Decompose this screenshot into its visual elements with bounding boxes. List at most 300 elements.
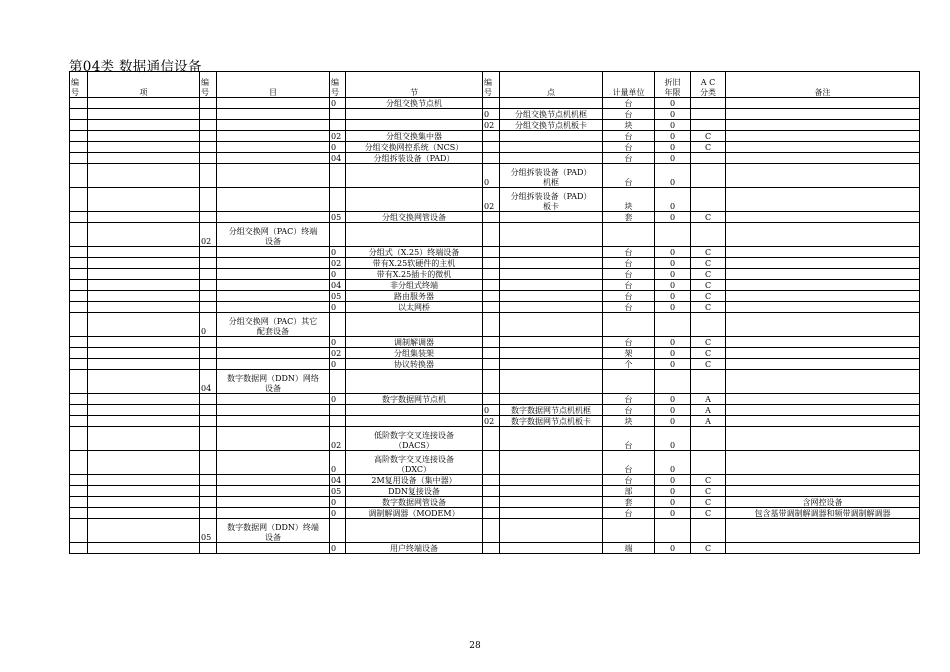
- cell-ac-class: C: [691, 131, 726, 142]
- cell-ac-class: C: [691, 497, 726, 508]
- cell-depreciation-years: 0: [655, 405, 691, 416]
- cell-category: [217, 291, 330, 302]
- cell-section-code: [330, 313, 346, 337]
- cell-section-code: 05: [330, 291, 346, 302]
- cell-depreciation-years: 0: [655, 475, 691, 486]
- cell-category: [217, 280, 330, 291]
- cell-ac-class: C: [691, 475, 726, 486]
- cell-category-code: [200, 109, 217, 120]
- cell-point: [500, 451, 603, 475]
- cell-remark: [726, 427, 920, 451]
- cell-section: 用户终端设备: [346, 543, 483, 554]
- cell-item-code: [70, 370, 88, 394]
- cell-depreciation-years: 0: [655, 508, 691, 519]
- cell-category: [217, 348, 330, 359]
- cell-section-code: 0: [330, 142, 346, 153]
- cell-depreciation-years: 0: [655, 109, 691, 120]
- cell-unit: 台: [603, 427, 655, 451]
- cell-category-code: [200, 405, 217, 416]
- cell-remark: [726, 313, 920, 337]
- cell-item-code: [70, 497, 88, 508]
- cell-item-code: [70, 416, 88, 427]
- table-row: [70, 313, 920, 337]
- cell-category: [217, 405, 330, 416]
- cell-ac-class: C: [691, 543, 726, 554]
- cell-point-code: [483, 451, 500, 475]
- cell-section: 分组式（X.25）终端设备: [346, 247, 483, 258]
- cell-unit: [603, 370, 655, 394]
- cell-ac-class: [691, 519, 726, 543]
- table-row: [70, 359, 920, 370]
- cell-category: [217, 427, 330, 451]
- cell-remark: [726, 188, 920, 212]
- cell-section-code: 0: [330, 337, 346, 348]
- table-row: [70, 269, 920, 280]
- cell-category-code: [200, 508, 217, 519]
- cell-point: [500, 313, 603, 337]
- cell-point: [500, 269, 603, 280]
- cell-remark: [726, 131, 920, 142]
- table-row: [70, 405, 920, 416]
- cell-category-code: [200, 451, 217, 475]
- cell-ac-class: C: [691, 212, 726, 223]
- cell-item: [88, 247, 200, 258]
- cell-depreciation-years: 0: [655, 164, 691, 188]
- cell-category: [217, 269, 330, 280]
- cell-item: [88, 269, 200, 280]
- cell-item: [88, 427, 200, 451]
- cell-item-code: [70, 153, 88, 164]
- cell-point: [500, 359, 603, 370]
- table-row: [70, 486, 920, 497]
- cell-point-code: [483, 153, 500, 164]
- cell-remark: [726, 359, 920, 370]
- cell-item: [88, 109, 200, 120]
- cell-category: 分组交换网（PAC）终端 设备: [217, 223, 330, 247]
- cell-section: 分组交换网管设备: [346, 212, 483, 223]
- cell-section-code: [330, 370, 346, 394]
- cell-ac-class: C: [691, 291, 726, 302]
- cell-remark: [726, 291, 920, 302]
- cell-ac-class: C: [691, 337, 726, 348]
- cell-point-code: [483, 280, 500, 291]
- cell-category-code: [200, 302, 217, 313]
- cell-section-code: [330, 164, 346, 188]
- cell-item: [88, 223, 200, 247]
- cell-point-code: [483, 543, 500, 554]
- cell-category: [217, 497, 330, 508]
- header-section-code: 编 号: [330, 72, 346, 98]
- cell-category: [217, 416, 330, 427]
- cell-section-code: 04: [330, 475, 346, 486]
- cell-section: 分组交换网控系统（NCS）: [346, 142, 483, 153]
- cell-depreciation-years: 0: [655, 348, 691, 359]
- header-unit: 计量单位: [603, 72, 655, 98]
- cell-category: [217, 543, 330, 554]
- cell-point: 分组交换节点机板卡: [500, 120, 603, 131]
- cell-depreciation-years: 0: [655, 131, 691, 142]
- cell-remark: [726, 543, 920, 554]
- cell-item: [88, 519, 200, 543]
- cell-point-code: [483, 291, 500, 302]
- cell-section: 高阶数字交叉连接设备 （DXC）: [346, 451, 483, 475]
- cell-item-code: [70, 394, 88, 405]
- cell-point: [500, 131, 603, 142]
- cell-item: [88, 497, 200, 508]
- cell-unit: 块: [603, 120, 655, 131]
- cell-item: [88, 188, 200, 212]
- cell-point-code: 02: [483, 416, 500, 427]
- cell-item-code: [70, 291, 88, 302]
- cell-unit: 块: [603, 188, 655, 212]
- cell-item-code: [70, 280, 88, 291]
- cell-ac-class: C: [691, 280, 726, 291]
- cell-category-code: [200, 359, 217, 370]
- header-depreciation-years: 折旧 年限: [655, 72, 691, 98]
- cell-point: [500, 153, 603, 164]
- cell-section: 调制解调器（MODEM）: [346, 508, 483, 519]
- cell-item: [88, 405, 200, 416]
- cell-point: [500, 337, 603, 348]
- cell-remark: [726, 519, 920, 543]
- cell-point-code: [483, 370, 500, 394]
- cell-section: [346, 109, 483, 120]
- cell-item: [88, 370, 200, 394]
- page-title: 第04类 数据通信设备: [69, 59, 202, 75]
- cell-category: [217, 394, 330, 405]
- table-row: [70, 451, 920, 475]
- cell-item: [88, 291, 200, 302]
- cell-section: 低阶数字交叉连接设备 （DACS）: [346, 427, 483, 451]
- cell-point: [500, 291, 603, 302]
- cell-depreciation-years: 0: [655, 486, 691, 497]
- cell-remark: [726, 348, 920, 359]
- cell-category: 分组交换网（PAC）其它 配套设备: [217, 313, 330, 337]
- cell-point: [500, 258, 603, 269]
- cell-category-code: [200, 291, 217, 302]
- cell-item-code: [70, 486, 88, 497]
- cell-category: [217, 98, 330, 109]
- cell-point-code: [483, 497, 500, 508]
- table-row: [70, 302, 920, 313]
- cell-depreciation-years: 0: [655, 269, 691, 280]
- cell-depreciation-years: 0: [655, 247, 691, 258]
- cell-point: [500, 497, 603, 508]
- cell-point-code: [483, 427, 500, 451]
- cell-remark: [726, 337, 920, 348]
- cell-section-code: 0: [330, 269, 346, 280]
- table-row: [70, 98, 920, 109]
- cell-ac-class: A: [691, 405, 726, 416]
- cell-item: [88, 302, 200, 313]
- cell-unit: 台: [603, 131, 655, 142]
- cell-section-code: 02: [330, 258, 346, 269]
- cell-point-code: [483, 258, 500, 269]
- header-point: 点: [500, 72, 603, 98]
- cell-item: [88, 486, 200, 497]
- cell-ac-class: [691, 98, 726, 109]
- cell-section-code: [330, 519, 346, 543]
- cell-item-code: [70, 131, 88, 142]
- cell-item: [88, 131, 200, 142]
- cell-point-code: [483, 508, 500, 519]
- cell-ac-class: C: [691, 359, 726, 370]
- cell-category-code: [200, 212, 217, 223]
- cell-section-code: [330, 120, 346, 131]
- cell-point-code: [483, 212, 500, 223]
- cell-item: [88, 394, 200, 405]
- cell-unit: 台: [603, 337, 655, 348]
- cell-point-code: 0: [483, 405, 500, 416]
- cell-section-code: 04: [330, 153, 346, 164]
- cell-item-code: [70, 302, 88, 313]
- cell-category: 数字数据网（DDN）网络 设备: [217, 370, 330, 394]
- cell-category-code: [200, 142, 217, 153]
- cell-section-code: [330, 188, 346, 212]
- cell-item-code: [70, 120, 88, 131]
- cell-ac-class: [691, 313, 726, 337]
- cell-ac-class: [691, 427, 726, 451]
- header-item: 项: [88, 72, 200, 98]
- cell-unit: 台: [603, 451, 655, 475]
- cell-section-code: [330, 416, 346, 427]
- header-category-code: 编 号: [200, 72, 217, 98]
- cell-point-code: [483, 313, 500, 337]
- cell-remark: [726, 405, 920, 416]
- cell-depreciation-years: 0: [655, 337, 691, 348]
- table-row: [70, 109, 920, 120]
- cell-depreciation-years: [655, 313, 691, 337]
- cell-point-code: 0: [483, 109, 500, 120]
- cell-remark: [726, 394, 920, 405]
- cell-section-code: 02: [330, 427, 346, 451]
- cell-point-code: [483, 269, 500, 280]
- table-row: [70, 508, 920, 519]
- cell-category-code: [200, 98, 217, 109]
- cell-category-code: [200, 280, 217, 291]
- cell-point-code: [483, 337, 500, 348]
- cell-section-code: 0: [330, 359, 346, 370]
- cell-unit: 台: [603, 269, 655, 280]
- header-remark: 备注: [726, 72, 920, 98]
- cell-category-code: 02: [200, 223, 217, 247]
- cell-ac-class: [691, 164, 726, 188]
- cell-ac-class: [691, 120, 726, 131]
- table-row: [70, 348, 920, 359]
- cell-unit: 台: [603, 475, 655, 486]
- cell-remark: [726, 451, 920, 475]
- cell-section: 带有X.25软硬件的主机: [346, 258, 483, 269]
- page-number: 28: [469, 641, 481, 651]
- cell-ac-class: C: [691, 486, 726, 497]
- cell-unit: 台: [603, 142, 655, 153]
- cell-item-code: [70, 508, 88, 519]
- cell-item-code: [70, 258, 88, 269]
- cell-category-code: [200, 486, 217, 497]
- cell-section-code: 0: [330, 394, 346, 405]
- cell-item: [88, 337, 200, 348]
- cell-section: [346, 223, 483, 247]
- cell-unit: [603, 313, 655, 337]
- cell-item-code: [70, 313, 88, 337]
- cell-depreciation-years: 0: [655, 416, 691, 427]
- cell-section-code: [330, 109, 346, 120]
- cell-category-code: [200, 269, 217, 280]
- cell-unit: 台: [603, 302, 655, 313]
- cell-category-code: [200, 394, 217, 405]
- cell-unit: 台: [603, 247, 655, 258]
- cell-item-code: [70, 337, 88, 348]
- cell-item-code: [70, 451, 88, 475]
- cell-item: [88, 120, 200, 131]
- cell-depreciation-years: 0: [655, 258, 691, 269]
- cell-point-code: [483, 486, 500, 497]
- cell-item-code: [70, 348, 88, 359]
- cell-section: [346, 370, 483, 394]
- cell-section: 2M复用设备（集中器）: [346, 475, 483, 486]
- cell-remark: 含网控设备: [726, 497, 920, 508]
- cell-depreciation-years: [655, 223, 691, 247]
- cell-section: [346, 405, 483, 416]
- cell-depreciation-years: 0: [655, 394, 691, 405]
- cell-item: [88, 258, 200, 269]
- cell-item-code: [70, 164, 88, 188]
- cell-category: [217, 142, 330, 153]
- cell-unit: 台: [603, 405, 655, 416]
- cell-unit: [603, 223, 655, 247]
- cell-section-code: 0: [330, 98, 346, 109]
- table-row: [70, 164, 920, 188]
- cell-section-code: 0: [330, 543, 346, 554]
- cell-point: 分组交换节点机机框: [500, 109, 603, 120]
- cell-item-code: [70, 543, 88, 554]
- cell-section: 分组拆装设备（PAD）: [346, 153, 483, 164]
- cell-item: [88, 475, 200, 486]
- cell-category: [217, 120, 330, 131]
- cell-point-code: [483, 131, 500, 142]
- cell-section-code: 05: [330, 212, 346, 223]
- cell-category-code: [200, 427, 217, 451]
- cell-depreciation-years: [655, 370, 691, 394]
- cell-ac-class: [691, 370, 726, 394]
- cell-point: [500, 370, 603, 394]
- cell-point: 数字数据网节点机机框: [500, 405, 603, 416]
- cell-item: [88, 451, 200, 475]
- cell-section: [346, 313, 483, 337]
- table-row: [70, 247, 920, 258]
- cell-depreciation-years: 0: [655, 359, 691, 370]
- cell-section: 调制解调器: [346, 337, 483, 348]
- cell-section: 路由服务器: [346, 291, 483, 302]
- cell-unit: 套: [603, 212, 655, 223]
- cell-point: [500, 280, 603, 291]
- cell-category: [217, 508, 330, 519]
- cell-item-code: [70, 427, 88, 451]
- cell-ac-class: C: [691, 142, 726, 153]
- cell-item: [88, 348, 200, 359]
- cell-depreciation-years: 0: [655, 212, 691, 223]
- cell-unit: 台: [603, 153, 655, 164]
- cell-category-code: [200, 153, 217, 164]
- cell-category: [217, 302, 330, 313]
- cell-depreciation-years: 0: [655, 188, 691, 212]
- cell-item: [88, 153, 200, 164]
- cell-ac-class: C: [691, 269, 726, 280]
- cell-remark: [726, 153, 920, 164]
- cell-remark: [726, 164, 920, 188]
- cell-category: 数字数据网（DDN）终端 设备: [217, 519, 330, 543]
- cell-ac-class: C: [691, 302, 726, 313]
- cell-point-code: [483, 519, 500, 543]
- cell-depreciation-years: 0: [655, 280, 691, 291]
- cell-section: 数字数据网管设备: [346, 497, 483, 508]
- cell-depreciation-years: 0: [655, 497, 691, 508]
- cell-item-code: [70, 247, 88, 258]
- cell-point: [500, 543, 603, 554]
- cell-point-code: [483, 348, 500, 359]
- table-row: [70, 543, 920, 554]
- cell-remark: [726, 302, 920, 313]
- cell-remark: [726, 142, 920, 153]
- cell-section: 分组交换节点机: [346, 98, 483, 109]
- cell-remark: [726, 223, 920, 247]
- cell-remark: [726, 269, 920, 280]
- cell-section: [346, 120, 483, 131]
- cell-point: [500, 486, 603, 497]
- cell-remark: [726, 258, 920, 269]
- cell-category-code: 04: [200, 370, 217, 394]
- cell-category-code: [200, 258, 217, 269]
- cell-depreciation-years: 0: [655, 153, 691, 164]
- table-row: [70, 427, 920, 451]
- cell-category-code: [200, 131, 217, 142]
- cell-section-code: [330, 405, 346, 416]
- table-row: [70, 416, 920, 427]
- cell-item-code: [70, 359, 88, 370]
- cell-point: [500, 508, 603, 519]
- header-point-code: 编 号: [483, 72, 500, 98]
- cell-section: 分组集装架: [346, 348, 483, 359]
- cell-point-code: [483, 302, 500, 313]
- cell-ac-class: [691, 223, 726, 247]
- cell-section: DDN复接设备: [346, 486, 483, 497]
- table-row: [70, 370, 920, 394]
- cell-category-code: [200, 348, 217, 359]
- cell-item: [88, 416, 200, 427]
- cell-point: [500, 223, 603, 247]
- cell-ac-class: [691, 451, 726, 475]
- cell-ac-class: [691, 188, 726, 212]
- cell-unit: 台: [603, 109, 655, 120]
- cell-unit: 台: [603, 98, 655, 109]
- table-header-row: [70, 72, 920, 98]
- cell-category-code: 0: [200, 313, 217, 337]
- cell-category-code: [200, 120, 217, 131]
- table-row: [70, 120, 920, 131]
- cell-point-code: [483, 475, 500, 486]
- cell-remark: [726, 370, 920, 394]
- cell-remark: [726, 109, 920, 120]
- cell-item-code: [70, 98, 88, 109]
- cell-ac-class: C: [691, 258, 726, 269]
- cell-unit: 部: [603, 486, 655, 497]
- cell-category: [217, 247, 330, 258]
- cell-category-code: 05: [200, 519, 217, 543]
- cell-ac-class: C: [691, 247, 726, 258]
- cell-section: [346, 188, 483, 212]
- cell-item: [88, 359, 200, 370]
- cell-section-code: 04: [330, 280, 346, 291]
